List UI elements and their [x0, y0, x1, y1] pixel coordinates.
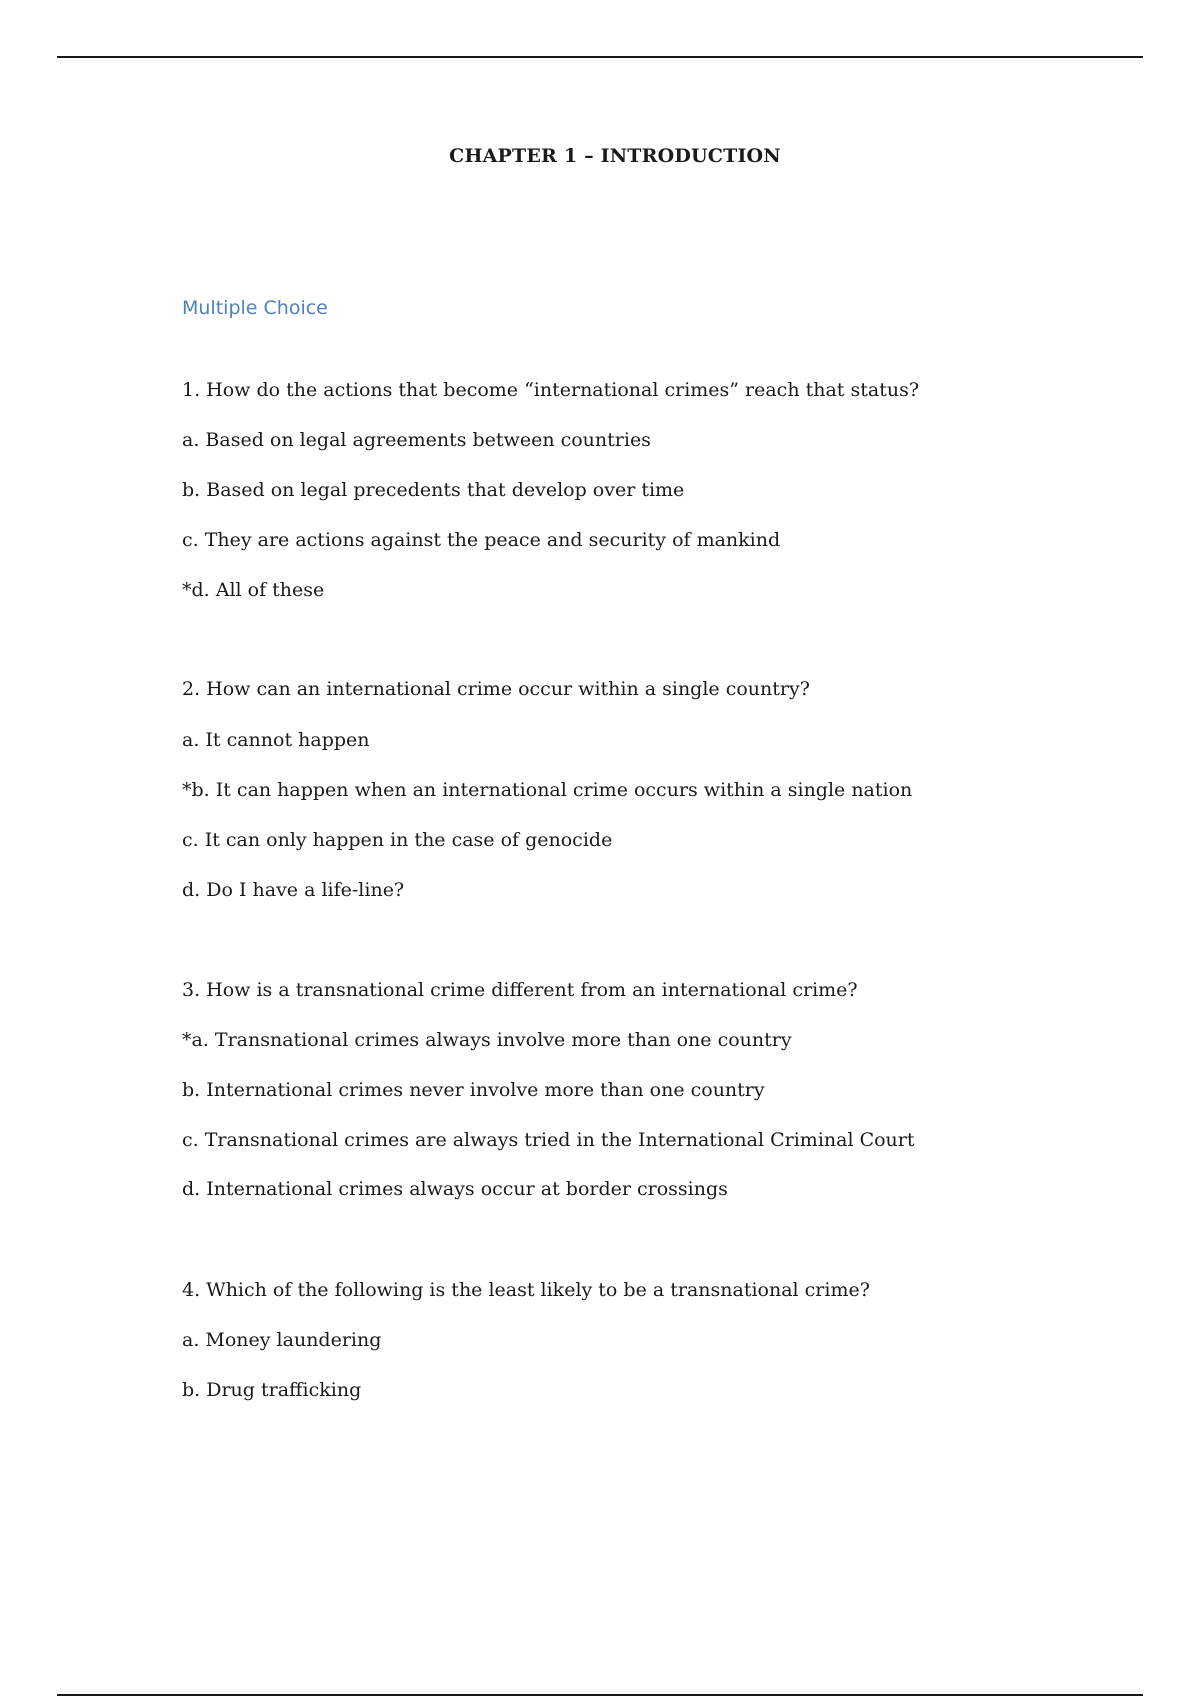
section-heading: Multiple Choice [182, 297, 328, 319]
bottom-rule [57, 1694, 1143, 1696]
question-3-option-b: b. International crimes never involve more than one country [182, 1079, 765, 1101]
question-3-option-a: *a. Transnational crimes always involve more than one country [182, 1029, 792, 1051]
question-1-prompt: 1. How do the actions that become “international crimes” reach that status? [182, 379, 920, 401]
top-rule [57, 56, 1143, 58]
question-3-option-d: d. International crimes always occur at border crossings [182, 1178, 728, 1200]
question-1-option-b: b. Based on legal precedents that develop over time [182, 479, 685, 501]
question-2-prompt: 2. How can an international crime occur within a single country? [182, 678, 810, 700]
question-2-option-a: a. It cannot happen [182, 729, 370, 751]
question-4-option-a: a. Money laundering [182, 1329, 382, 1351]
question-4-prompt: 4. Which of the following is the least likely to be a transnational crime? [182, 1279, 870, 1301]
question-1-option-c: c. They are actions against the peace and security of mankind [182, 529, 781, 551]
question-3-prompt: 3. How is a transnational crime different from an international crime? [182, 979, 858, 1001]
question-1-option-d: *d. All of these [182, 579, 325, 601]
question-2-option-c: c. It can only happen in the case of genocide [182, 829, 613, 851]
question-3-option-c: c. Transnational crimes are always tried in the International Criminal Court [182, 1129, 915, 1151]
question-4-option-b: b. Drug trafficking [182, 1379, 362, 1401]
question-1-option-a: a. Based on legal agreements between countries [182, 429, 651, 451]
question-2-option-d: d. Do I have a life-line? [182, 879, 405, 901]
page-title: CHAPTER 1 – INTRODUCTION [449, 145, 781, 167]
question-2-option-b: *b. It can happen when an international crime occurs within a single nation [182, 779, 913, 801]
